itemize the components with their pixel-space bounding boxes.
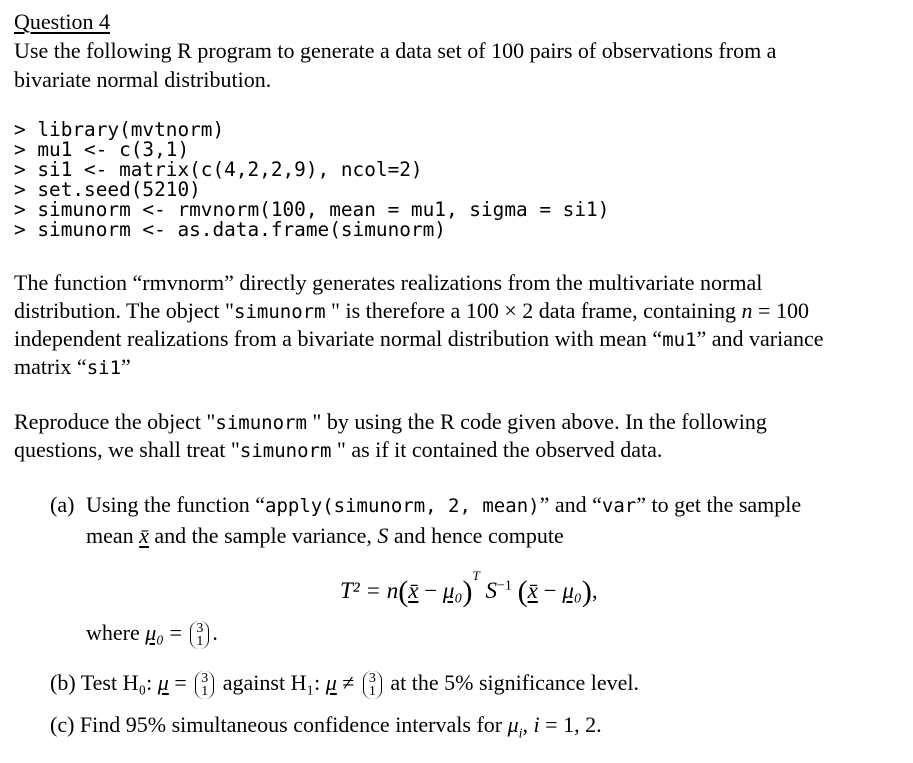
t-squared-formula: T² = n(x̄ − μ₀)$^T$ $S^{-1}$ (x̄ − μ₀), [340, 568, 598, 608]
part-a-label: (a) [50, 492, 75, 517]
question-title: Question 4 [14, 9, 110, 34]
code-line-1: > library(mvtnorm) [14, 118, 225, 141]
part-c-line: (c) Find 95% simultaneous confidence intervals for $\mu_i$, i = 1, 2. [50, 712, 602, 742]
code-line-3: > si1 <- matrix(c(4,2,2,9), ncol=2) [14, 158, 423, 181]
intro-line-1: Use the following R program to generate a data set of 100 pairs of observations from a [14, 38, 777, 63]
h0-vector: 3 1 [195, 671, 214, 699]
code-line-2: > mu1 <- c(3,1) [14, 138, 190, 161]
para1-line-4: matrix “si1” [14, 354, 131, 379]
para2-line-2: questions, we shall treat "simunorm " as if it contained the observed data. [14, 437, 663, 462]
para1-line-1: The function “rmvnorm” directly generates realizations from the multivariate normal [14, 270, 763, 295]
part-b-line: (b) Test H₀: μ = 3 1 against H₁: μ ≠ 3 1 at the 5% significance level. [50, 670, 639, 699]
h1-vector: 3 1 [363, 671, 382, 699]
para2-line-1: Reproduce the object "simunorm " by using the R code given above. In the following [14, 409, 767, 434]
part-a-line-1: Using the function “apply(simunorm, 2, mean)” and “var” to get the sample [86, 492, 802, 517]
intro-line-2: bivariate normal distribution. [14, 67, 272, 92]
code-line-5: > simunorm <- rmvnorm(100, mean = mu1, sigma = si1) [14, 198, 610, 221]
code-line-6: > simunorm <- as.data.frame(simunorm) [14, 218, 446, 241]
code-line-4: > set.seed(5210) [14, 178, 201, 201]
part-a-line-2: mean x̄ and the sample variance, S and hence compute [86, 523, 564, 548]
para1-line-3: independent realizations from a bivariate normal distribution with mean “mu1” and variance [14, 326, 824, 351]
para1-line-2: distribution. The object "simunorm " is therefore a 100 × 2 data frame, containing n = 100 [14, 298, 809, 323]
where-mu0-line: where μ₀ = 3 1 . [86, 620, 218, 649]
mu0-vector: 3 1 [190, 621, 209, 649]
